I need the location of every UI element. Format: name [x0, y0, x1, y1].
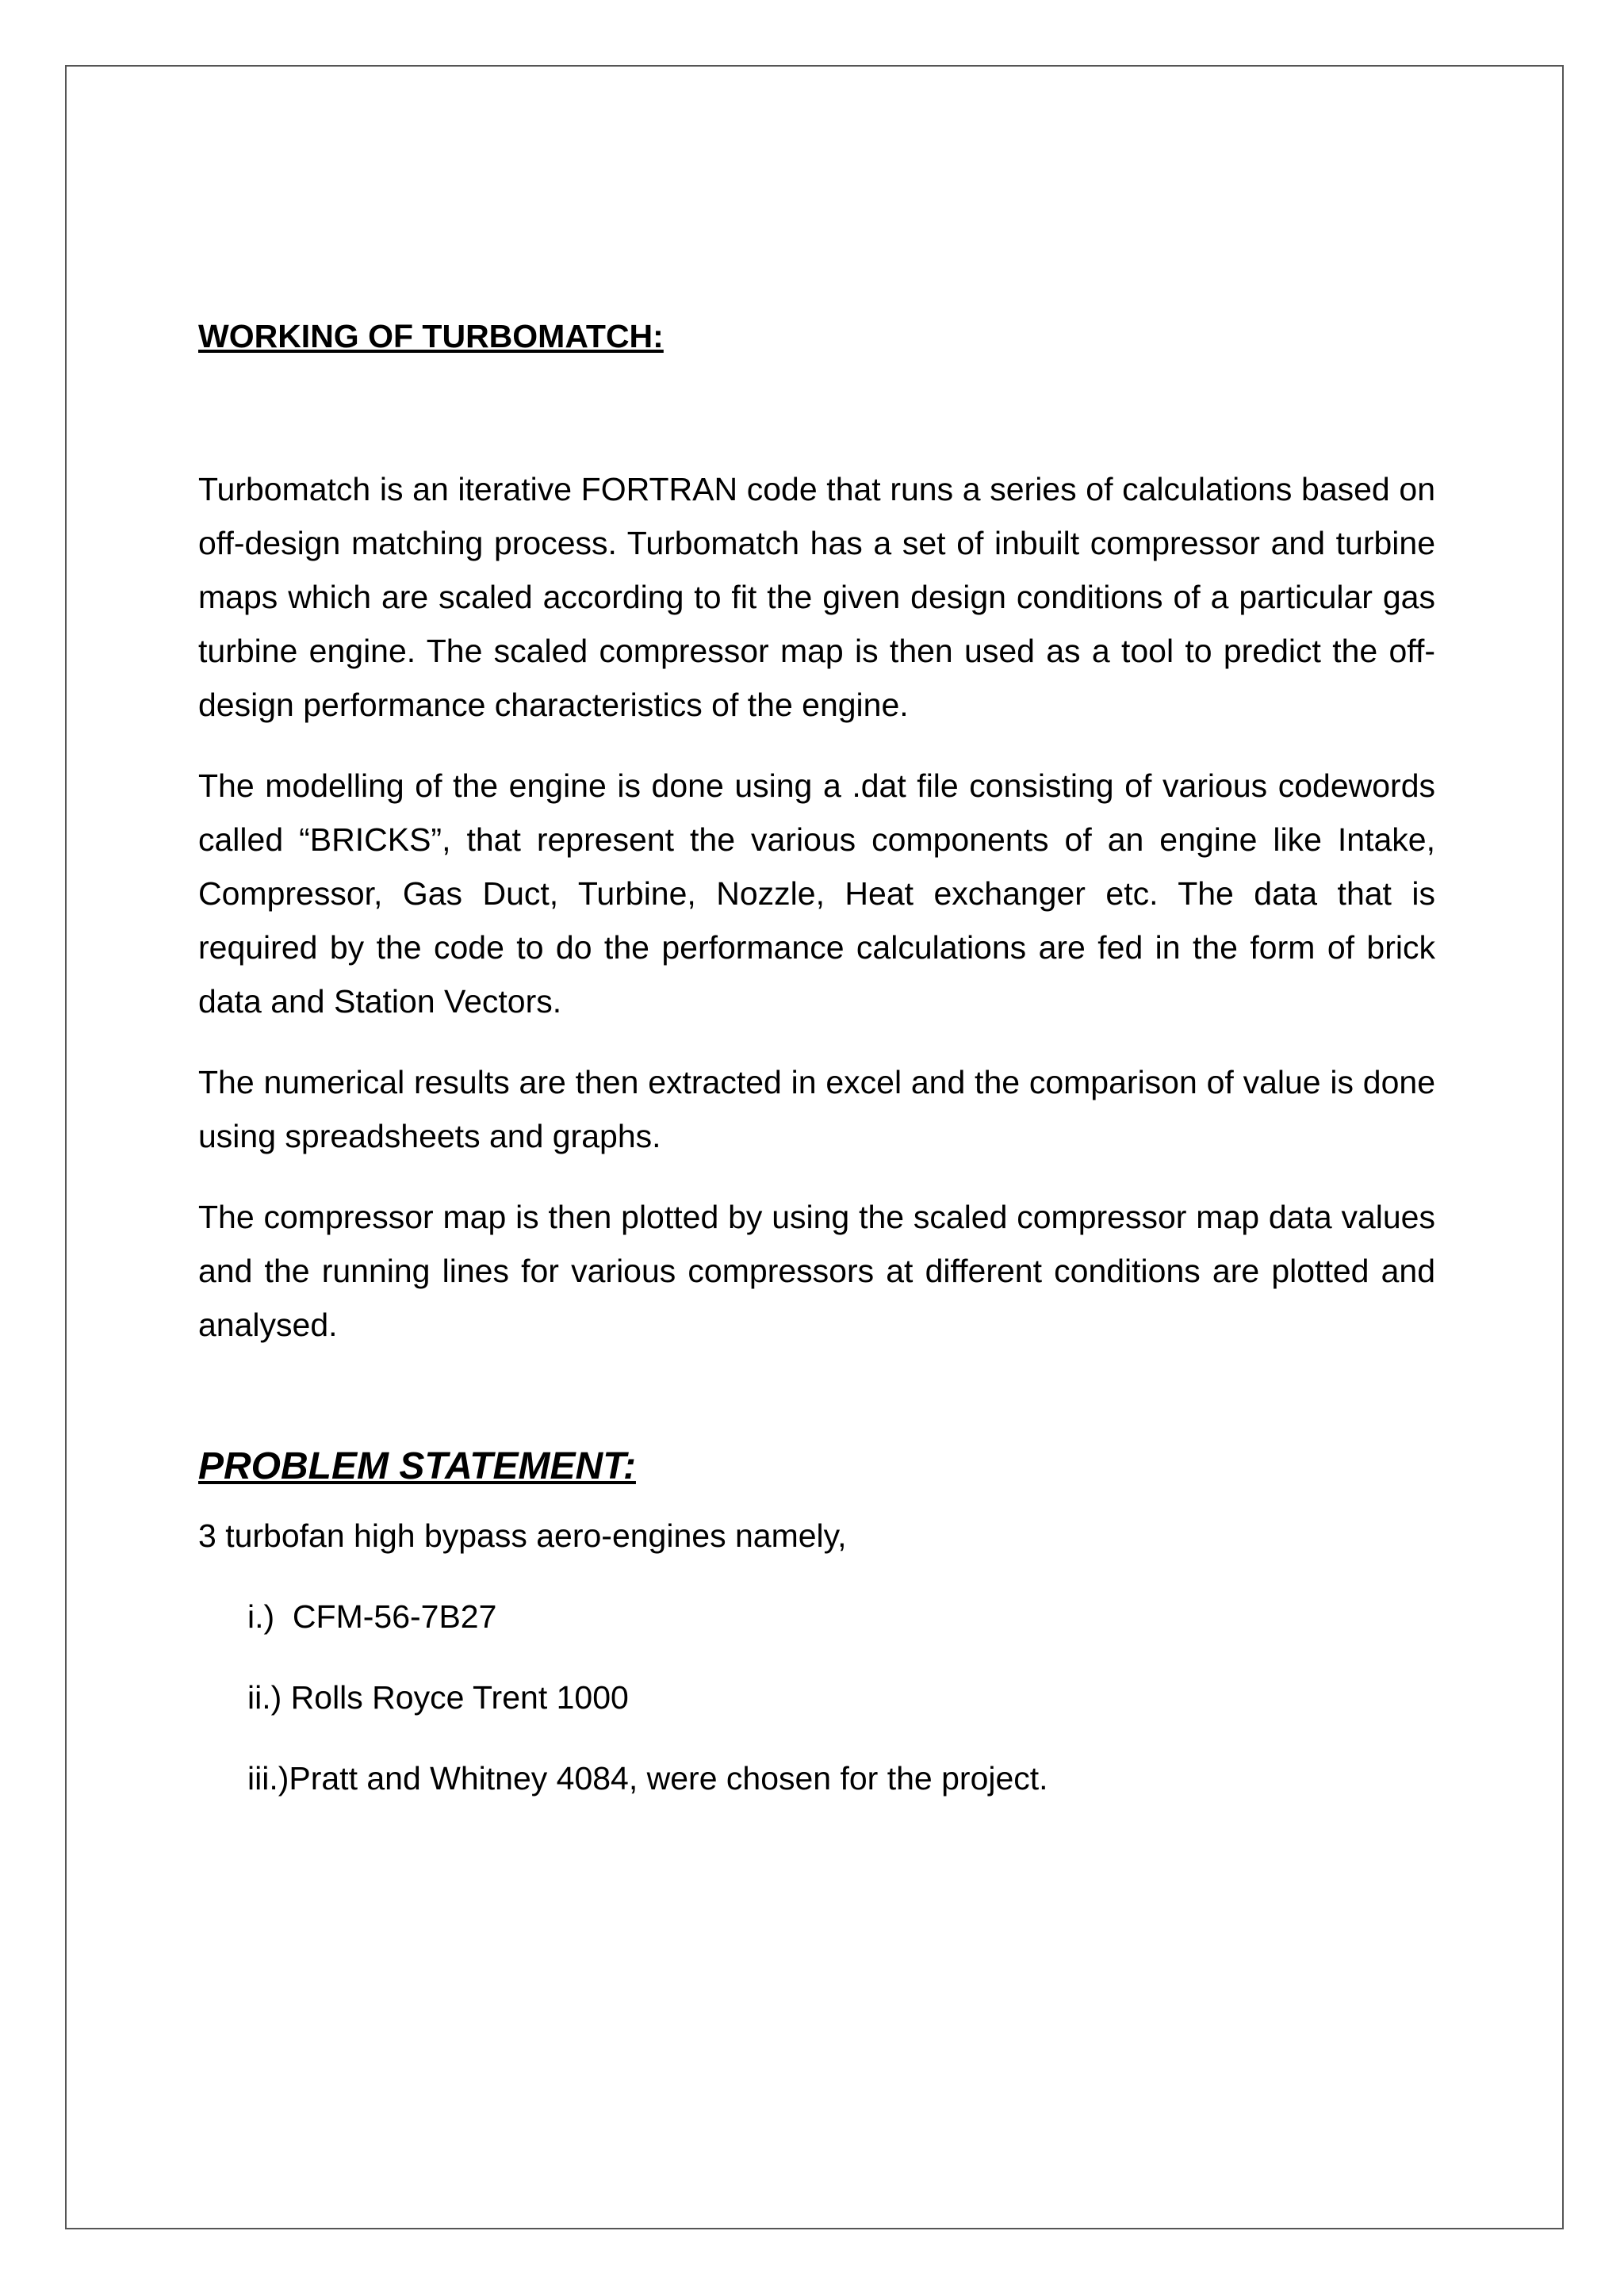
engine-list — [198, 1590, 1435, 1805]
paragraph-numerical-results: The numerical results are then extracted in excel and the comparison of value is done using spreadsheets and graphs. — [198, 1064, 1435, 1155]
paragraph-turbomatch-intro: Turbomatch is an iterative FORTRAN code that runs a series of calculations based on off-design matching process. Turbomatch has a set of inbuilt compressor and turbine maps which are scaled according to fit the given design conditions of a particular gas turbine engine. The scaled compressor map is then used as a tool to predict the off-design performance characteristics of the engine. — [198, 471, 1435, 724]
paragraph-compressor-map: The compressor map is then plotted by using the scaled compressor map data values and the running lines for various compressors at different conditions are plotted and analysed. — [198, 1199, 1435, 1344]
section-heading-problem-statement: PROBLEM STATEMENT: — [198, 1445, 636, 1488]
engine-item-trent-1000: ii.) Rolls Royce Trent 1000 — [247, 1678, 629, 1716]
problem-statement-intro: 3 turbofan high bypass aero-engines namely, — [198, 1517, 847, 1554]
engine-item-pw4084: iii.)Pratt and Whitney 4084, were chosen for the project. — [247, 1759, 1048, 1797]
section-heading-working-of-turbomatch: WORKING OF TURBOMATCH: — [198, 318, 664, 354]
document-content — [198, 317, 1435, 1832]
engine-item-cfm56: i.) CFM-56-7B27 — [247, 1598, 497, 1635]
paragraph-engine-modelling: The modelling of the engine is done using a .dat file consisting of various codewords called “BRICKS”, that represent the various components of an engine like Intake, Compressor, Gas Duct, Turbine, Nozzle, Heat exchanger etc. The data that is required by the code to do the performance calculations are fed in the form of brick data and Station Vectors. — [198, 767, 1435, 1020]
